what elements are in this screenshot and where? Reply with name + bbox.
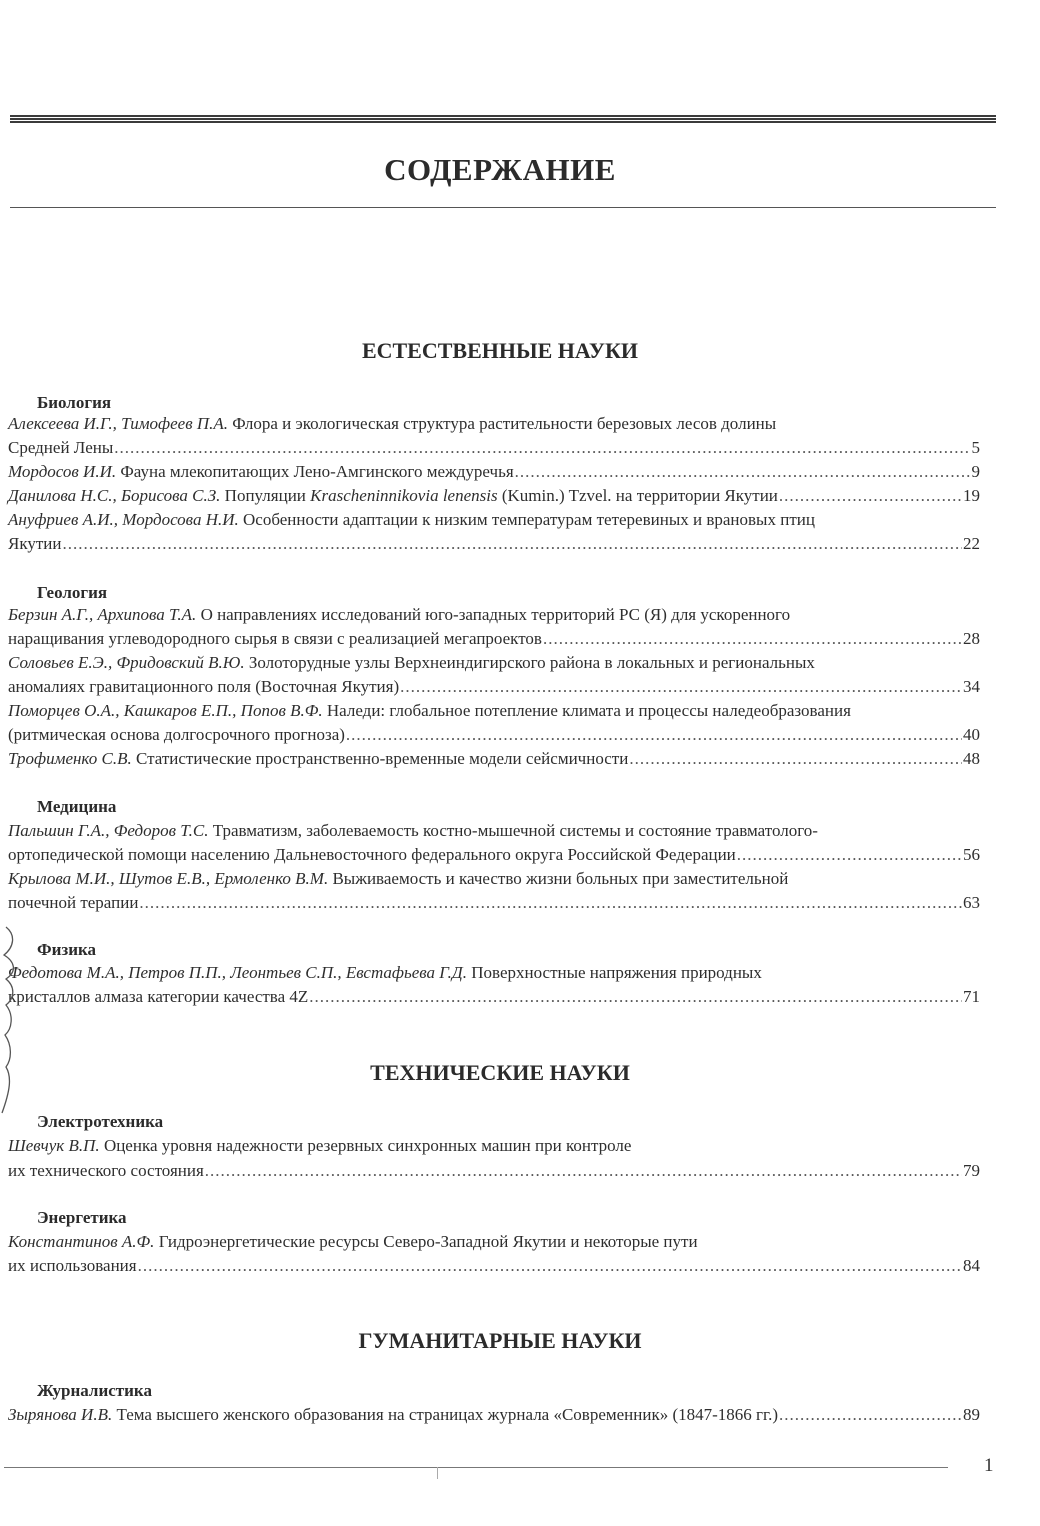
leader-dots: [779, 485, 962, 507]
toc-entry-line: [8, 700, 980, 722]
entry-title-cont: кристаллов алмаза категории качества 4Z: [8, 987, 309, 1006]
leader-dots: [779, 1404, 962, 1426]
entry-authors: Берзин А.Г., Архипова Т.А.: [8, 605, 197, 624]
page-ref: 63: [963, 893, 980, 912]
page-ref: 79: [963, 1161, 980, 1180]
page-ref: 48: [963, 749, 980, 768]
section-heading-natural-sciences: ЕСТЕСТВЕННЫЕ НАУКИ: [361, 338, 639, 363]
leader-dots: [543, 628, 962, 650]
footer-tick: [437, 1467, 438, 1479]
toc-entry-line: [8, 509, 980, 531]
entry-title: Особенности адаптации к низким температурам тетеревиных и врановых птиц: [243, 510, 815, 529]
toc-entry[interactable]: [8, 844, 980, 866]
toc-entry-line: [8, 1135, 980, 1157]
entry-authors: Мордосов И.И.: [8, 462, 117, 481]
toc-entry[interactable]: [8, 892, 980, 914]
toc-entry-line: [8, 868, 980, 890]
subsection-biology: Биология: [37, 393, 112, 412]
entry-title: Тема высшего женского образования на страницах журнала «Современник» (1847-1866 гг.): [116, 1405, 778, 1424]
entry-title-cont: аномалиях гравитационного поля (Восточная Якутия): [8, 677, 400, 696]
page-ref: 19: [963, 486, 980, 505]
toc-entry-line: [8, 1231, 980, 1253]
entry-authors: Данилова Н.С., Борисова С.З.: [8, 486, 221, 505]
toc-entry[interactable]: [8, 1160, 980, 1182]
leader-dots: [62, 533, 962, 555]
entry-title-cont: почечной терапии: [8, 893, 139, 912]
header-triple-rule: [10, 115, 996, 124]
page-ref: 89: [963, 1405, 980, 1424]
entry-title-cont: Якутии: [8, 534, 62, 553]
entry-title: Фауна млекопитающих Лено-Амгинского междуречья: [120, 462, 514, 481]
leader-dots: [515, 461, 971, 483]
leader-dots: [139, 892, 962, 914]
entry-title: О направлениях исследований юго-западных территорий РС (Я) для ускоренного: [200, 605, 791, 624]
entry-title: (Kumin.) Tzvel. на территории Якутии: [501, 486, 778, 505]
entry-title: Статистические пространственно-временные модели сейсмичности: [135, 749, 629, 768]
toc-entry[interactable]: [8, 724, 980, 746]
toc-entry[interactable]: [8, 628, 980, 650]
entry-authors: Шевчук В.П.: [8, 1136, 100, 1155]
leader-dots: [629, 748, 962, 770]
entry-title: Гидроэнергетические ресурсы Северо-Западной Якутии и некоторые пути: [158, 1232, 698, 1251]
entry-title-cont: их технического состояния: [8, 1161, 204, 1180]
toc-entry[interactable]: [8, 533, 980, 555]
subsection-electrical-engineering: Электротехника: [37, 1112, 164, 1131]
leader-dots: [138, 1255, 962, 1277]
footer-rule: [4, 1467, 948, 1468]
leader-dots: [309, 986, 962, 1008]
entry-authors: Соловьев Е.Э., Фридовский В.Ю.: [8, 653, 245, 672]
leader-dots: [205, 1160, 962, 1182]
entry-authors: Ануфриев А.И., Мордосова Н.И.: [8, 510, 239, 529]
section-heading-technical-sciences: ТЕХНИЧЕСКИЕ НАУКИ: [370, 1060, 630, 1085]
page-title: СОДЕРЖАНИЕ: [384, 152, 616, 187]
toc-entry-line: [8, 652, 980, 674]
page-ref: 28: [963, 629, 980, 648]
subsection-geology: Геология: [37, 583, 108, 602]
entry-title-cont: наращивания углеводородного сырья в связи с реализацией мегапроектов: [8, 629, 542, 648]
entry-authors: Алексеева И.Г., Тимофеев П.А.: [8, 414, 229, 433]
page-ref: 22: [963, 534, 980, 553]
entry-title: Выживаемость и качество жизни больных при заместительной: [332, 869, 789, 888]
toc-entry-line: [8, 820, 980, 842]
leader-dots: [737, 844, 962, 866]
entry-title: Популяции: [224, 486, 306, 505]
entry-authors: Поморцев О.А., Кашкаров Е.П., Попов В.Ф.: [8, 701, 323, 720]
page-ref: 9: [971, 462, 980, 481]
subsection-energy: Энергетика: [37, 1208, 127, 1227]
subsection-physics: Физика: [37, 940, 97, 959]
entry-authors: Федотова М.А., Петров П.П., Леонтьев С.П., Евстафьева Г.Д.: [8, 963, 467, 982]
page-ref: 34: [963, 677, 980, 696]
page-ref: 71: [963, 987, 980, 1006]
section-heading-humanities: ГУМАНИТАРНЫЕ НАУКИ: [358, 1328, 642, 1353]
entry-title-cont: ортопедической помощи населению Дальневосточного федерального округа Российской Федерации: [8, 845, 736, 864]
entry-title-latin: Krascheninnikovia lenensis: [310, 486, 498, 505]
handwritten-margin-mark: [0, 925, 26, 1115]
toc-entry[interactable]: [8, 986, 980, 1008]
entry-authors: Константинов А.Ф.: [8, 1232, 155, 1251]
entry-title: Травматизм, заболеваемость костно-мышечной системы и состояние травматолого-: [212, 821, 818, 840]
toc-entry[interactable]: [8, 676, 980, 698]
toc-entry-line: [8, 962, 980, 984]
toc-entry[interactable]: [8, 461, 980, 483]
subsection-journalism: Журналистика: [37, 1381, 152, 1400]
entry-authors: Крылова М.И., Шутов Е.В., Ермоленко В.М.: [8, 869, 329, 888]
toc-entry[interactable]: [8, 1255, 980, 1277]
toc-entry[interactable]: [8, 1404, 980, 1426]
toc-entry[interactable]: [8, 437, 980, 459]
entry-title: Оценка уровня надежности резервных синхронных машин при контроле: [103, 1136, 632, 1155]
page-ref: 5: [971, 438, 980, 457]
entry-title: Флора и экологическая структура растительности березовых лесов долины: [232, 414, 777, 433]
leader-dots: [346, 724, 962, 746]
toc-entry[interactable]: [8, 748, 980, 770]
entry-authors: Пальшин Г.А., Федоров Т.С.: [8, 821, 209, 840]
entry-authors: Трофименко С.В.: [8, 749, 132, 768]
page-ref: 84: [963, 1256, 980, 1275]
entry-title-cont: (ритмическая основа долгосрочного прогноза): [8, 725, 345, 744]
subsection-medicine: Медицина: [37, 797, 117, 816]
entry-title: Золоторудные узлы Верхнеиндигирского района в локальных и региональных: [248, 653, 815, 672]
entry-title: Поверхностные напряжения природных: [471, 963, 762, 982]
entry-authors: Зырянова И.В.: [8, 1405, 113, 1424]
entry-title-cont: Средней Лены: [8, 438, 114, 457]
page-ref: 56: [963, 845, 980, 864]
page-ref: 40: [963, 725, 980, 744]
entry-title: Наледи: глобальное потепление климата и процессы наледеобразования: [326, 701, 851, 720]
toc-entry-line: [8, 604, 980, 626]
toc-entry-line: [8, 413, 980, 435]
entry-title-cont: их использования: [8, 1256, 137, 1275]
page-number: 1: [984, 1455, 994, 1476]
leader-dots: [400, 676, 962, 698]
toc-entry[interactable]: [8, 485, 980, 507]
title-divider: [10, 207, 996, 208]
leader-dots: [114, 437, 970, 459]
